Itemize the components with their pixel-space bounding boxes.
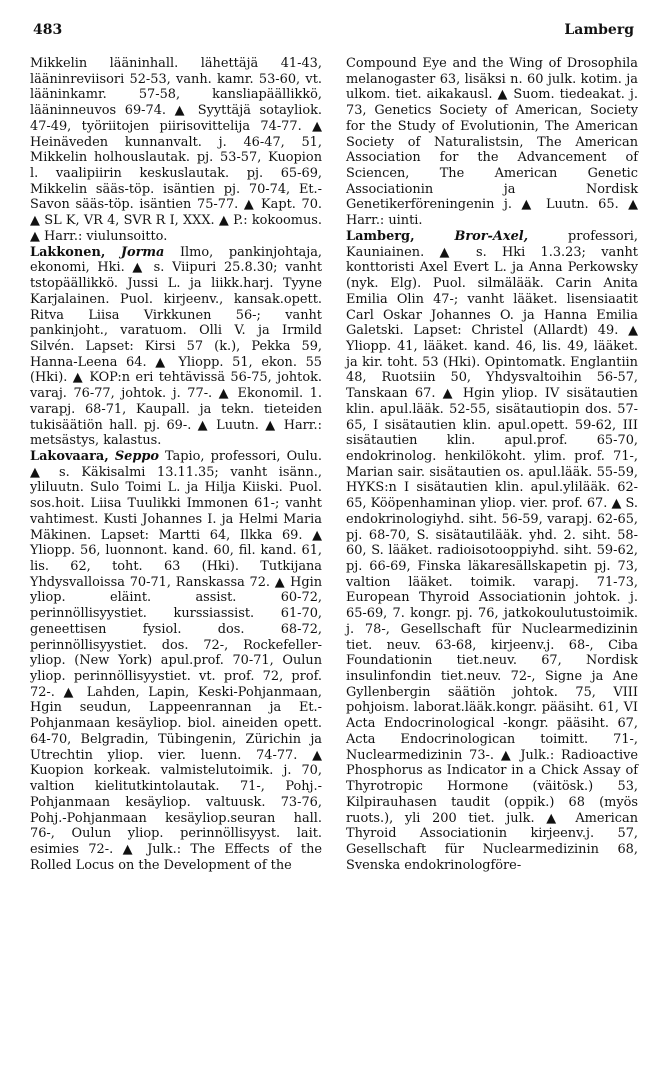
- entry-body: professori, Kauniainen. ▲ s. Hki 1.3.23; vanht konttoristi Axel Evert L. ja Anna Perkowsky (nyk. Elg). Puol. silmälääk. Carin Anita Emilia Olin 47-; vanht lääket. lisensiaatit Carl Oskar Johannes O. ja Hanna Emilia Galetski. Lapset: Christel (Allardt) 49. ▲ Yliopp. 41, lääket. kand. 46, lis. 49, lääket. ja kir. toht. 53 (Hki). Opintomatk. Englantiin 48, Ruotsiin 50, Yhdysvaltoihin 56-57, Tanskaan 67. ▲ Hgin yliop. IV sisätautien klin. apul.lääk. 52-55, sisätautiopin dos. 57-65, I sisätautien klin. apul.opett. 59-62, III sisätautien klin. apul.prof. 65-70, endokrinolog. henkilökoht. ylim. prof. 71-, Marian sair. sisätautien os. apul.lääk. 55-59, HYKS:n I sisätautien klin. apul.ylilääk. 62-65, Kööpenhaminan yliop. vier. prof. 67. ▲ S. endokrinologiyhd. siht. 56-59, varapj. 62-65, pj. 68-70, S. sisätautilääk. yhd. 2. siht. 58-60, S. lääket. radioisotooppiyhd. siht. 59-62, pj. 66-69, Finska läkaresällskapetin pj. 73, valtion lääket. toimik. varapj. 71-73, European Thyroid Associationin johtok. j. 65-69, 7. kongr. pj. 76, jatkokoulutustoimik. j. 78-, Gesellschaft für Nuclearmedizinin tiet. neuv. 63-68, kirjeenv.j. 68-, Ciba Foundationin tiet.neuv. 67, Nordisk insulinfondin tiet.neuv. 72-, Signe ja Ane Gyllenbergin säätiön johtok. 75, VIII pohjoism. laborat.lääk.kongr. pääsiht. 61, VI Acta Endocrinological -kongr. pääsiht. 67, Acta Endocrinologican toimitt. 71-, Nuclearmedizinin 73-. ▲ Julk.: Radioactive Phosphorus as Indicator in a Chick Assay of Thyrotropic Hormone (väitösk.) 53, Kilpirauhasen taudit (oppik.) 68 (myös ruots.), yli 200 tiet. julk. ▲ American Thyroid Associationin kirjeenv.j. 57, Gesellschaft für Nuclearmedizinin 68, Svenska endokrinologföre-: [346, 228, 638, 873]
- right-column: [346, 56, 638, 873]
- entry-body: Tapio, professori, Oulu. ▲ s. Käkisalmi 13.11.35; vanht isänn., yliluutn. Sulo Toimi L. ja Hilja Kiiski. Puol. sos.hoit. Liisa Tuulikki Immonen 61-; vanht vahtimest. Kusti Johannes I. ja Helmi Maria Mäkinen. Lapset: Martti 64, Ilkka 69. ▲ Yliopp. 56, luonnont. kand. 60, fil. kand. 61, lis. 62, toht. 63 (Hki). Tutkijana Yhdysvalloissa 70-71, Ranskassa 72. ▲ Hgin yliop. eläint. assist. 60-72, perinnöllisyystiet. kurssiassist. 61-70, geneettisen fysiol. dos. 68-72, perinnöllisyystiet. dos. 72-, Rockefeller-yliop. (New York) apul.prof. 70-71, Oulun yliop. perinnöllisyystiet. vt. prof. 72, prof. 72-. ▲ Lahden, Lapin, Keski-Pohjanmaan, Hgin seudun, Lappeenrannan ja Et.-Pohjanmaan kesäyliop. biol. aineiden opett. 64-70, Belgradin, Tübingenin, Zürichin ja Utrechtin yliop. vier. luenn. 74-77. ▲ Kuopion korkeak. valmistelutoimik. j. 70, valtion kielitutkintolautak. 71-, Pohj.-Pohjanmaan kesäyliop. valtuusk. 73-76, Pohj.-Pohjanmaan kesäyliop.seuran hall. 76-, Oulun yliop. perinnöllisyyst. lait. esimies 72-. ▲ Julk.: The Effects of the Rolled Locus on the Development of the: [30, 448, 322, 873]
- entry-continuation: [30, 56, 322, 245]
- entry-given-name: Seppo: [114, 448, 159, 464]
- running-head: Lamberg: [564, 22, 634, 38]
- page-number: 483: [33, 22, 63, 38]
- left-column: [30, 56, 322, 873]
- entry-body: Mikkelin lääninhall. lähettäjä 41-43, lääninreviisori 52-53, vanh. kamr. 53-60, vt. lääninkamr. 57-58, kansliapäällikkö, lääninneuvos 69-74. ▲ Syyttäjä sotayliok. 47-49, työriitojen piirisovittelija 74-77. ▲ Heinäveden kunnanvalt. j. 46-47, 51, Mikkelin holhouslautak. pj. 53-57, Kuopion l. vaalipiirin keskuslautak. pj. 65-69, Mikkelin sääs-töp. isäntien pj. 70-74, Et.-Savon sääs-töp. isäntien 75-77. ▲ Kapt. 70. ▲ SL K, VR 4, SVR R I, XXX. ▲ P.: kokoomus. ▲ Harr.: viulunsoitto.: [30, 56, 322, 244]
- entry-surname: Lakovaara,: [30, 448, 109, 464]
- entry-body: Ilmo, pankinjohtaja, ekonomi, Hki. ▲ s. Viipuri 25.8.30; vanht tstopäällikkö. Jussi L. ja liikk.harj. Tyyne Karjalainen. Puol. kirjeenv., kansak.opett. Ritva Liisa Virkkunen 56-; vanht pankinjoht., varatuom. Olli V. ja Irmild Silvén. Lapset: Kirsi 57 (k.), Pekka 59, Hanna-Leena 64. ▲ Yliopp. 51, ekon. 55 (Hki). ▲ KOP:n eri tehtävissä 56-75, johtok. varaj. 76-77, johtok. j. 77-. ▲ Ekonomil. 1. varapj. 68-71, Kaupall. ja tekn. tieteiden tukisäätiön hall. pj. 69-. ▲ Luutn. ▲ Harr.: metsästys, kalastus.: [30, 244, 322, 449]
- entry-continuation: [346, 56, 638, 229]
- entry-lakovaara: [30, 449, 322, 873]
- entry-given-name: Bror-Axel,: [454, 228, 529, 244]
- entry-given-name: Jorma: [120, 244, 165, 260]
- entry-lamberg: [346, 229, 638, 873]
- entry-surname: Lamberg,: [346, 228, 415, 244]
- entry-body: Compound Eye and the Wing of Drosophila melanogaster 63, lisäksi n. 60 julk. kotim. ja ulkom. tiet. aikakausl. ▲ Suom. tiedeakat. j. 73, Genetics Society of American, Society for the Study of Evolutionin, The American Society of Naturalistsin, The American Association for the Advancement of Sciencen, The American Genetic Associationin ja Nordisk Genetikerföreningenin j. ▲ Luutn. 65. ▲ Harr.: uinti.: [346, 56, 638, 229]
- entry-lakkonen: [30, 245, 322, 449]
- entry-surname: Lakkonen,: [30, 244, 106, 260]
